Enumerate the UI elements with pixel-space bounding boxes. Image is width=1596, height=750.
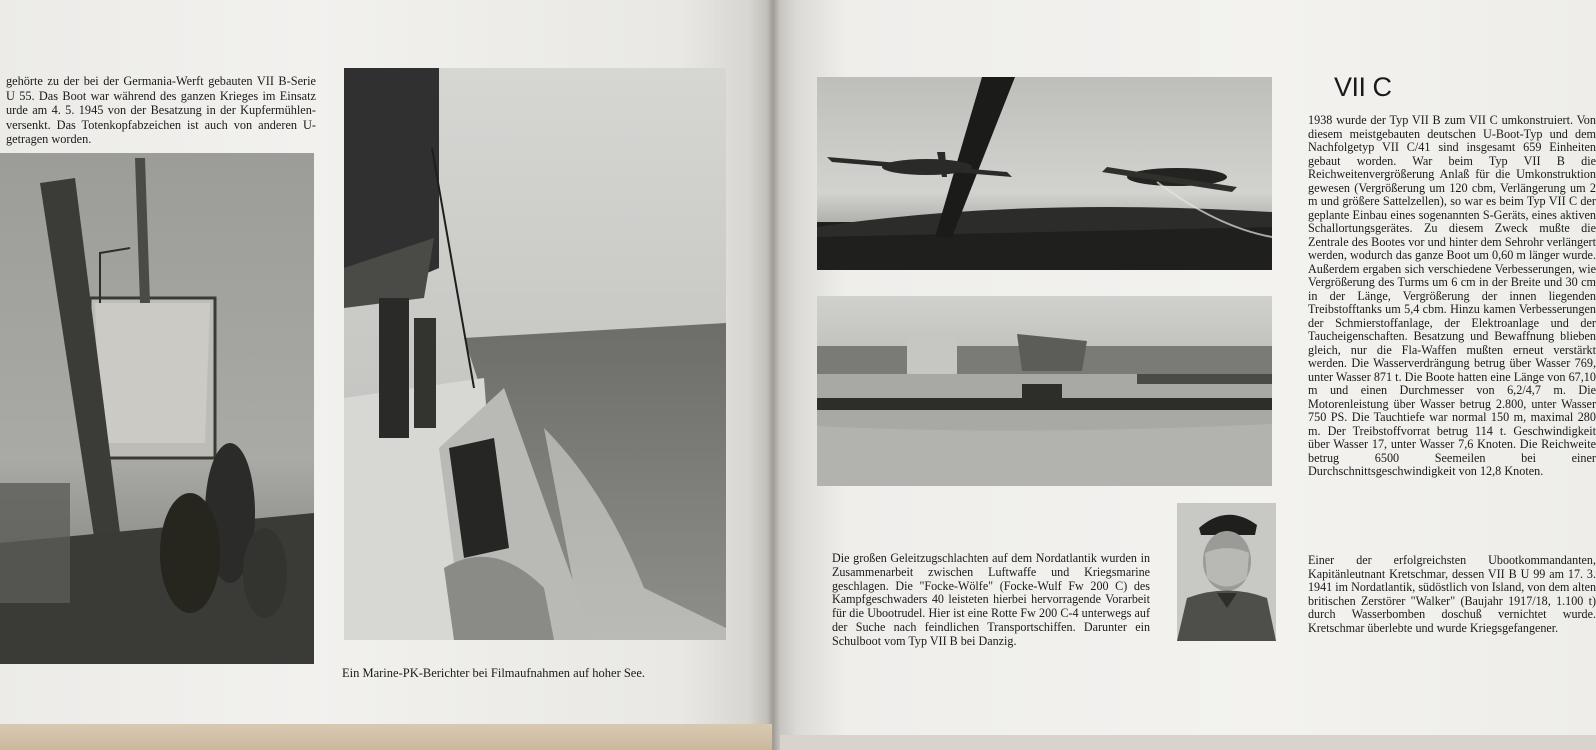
commander-caption: Einer der erfolgreichsten Ubootkommandanten, Kapitänleutnant Kretschmar, dessen VII B U 99 am 17. 3. 1941 im Nordatlantik, südöstlich von Island, von dem alten britischen Zerstörer "Walker" (Baujahr 1917/18, 1.100 t) durch Wasserbomben doschuß vernichtet wurde. Kretschmar überlebte und wurde Kriegsgefangener.: [1308, 553, 1596, 635]
cameraman-on-deck-photo: [344, 68, 726, 640]
intro-paragraph: gehörte zu der bei der Germania-Werft gebauten VII B-Serie U 55. Das Boot war während des ganzen Krieges im Einsatz urde am 4. 5. 1945 von der Besatzung in der Kupfermühlen- versenkt. Das Totenkopfabzeichen ist auch von anderen U- getragen worden.: [6, 74, 316, 146]
section-heading: VII C: [1334, 72, 1392, 102]
aircraft-caption: Die großen Geleitzugschlachten auf dem Nordatlantik wurden in Zusammenarbeit zwischen Luftwaffe und Kriegsmarine geschlagen. Die "Focke-Wölfe" (Focke-Wulf Fw 200 C) des Kampfgeschwaders 40 leisteten hierbei hervorragende Vorarbeit für die Ubootrudel. Hier ist eine Rotte Fw 200 C-4 unterwegs auf der Suche nach feindlichen Transportschiffen. Darunter ein Schulboot vom Typ VII B bei Danzig.: [832, 551, 1150, 648]
u55-conning-tower-photo: [0, 153, 314, 664]
cameraman-photo-image: [344, 68, 726, 640]
harbor-photo-image: [817, 296, 1272, 486]
focke-wulf-pair-photo: [817, 77, 1272, 270]
book-gutter: [766, 0, 780, 750]
aircraft-photo-image: [817, 77, 1272, 270]
u55-photo-image: [0, 153, 314, 664]
page-bottom-edge: [0, 724, 772, 750]
submarine-in-harbor-photo: [817, 296, 1272, 486]
vii-c-main-text: 1938 wurde der Typ VII B zum VII C umkonstruiert. Von diesem meistgebauten deutschen U-Boot-Typ und dem Nachfolgetyp VII C/41 sind insgesamt 659 Einheiten gebaut worden. War beim Typ VII B die Reichweitenvergrößerung Anlaß für die Umkonstruktion gewesen (Vergrößerung um 120 cbm, Verlängerung um 2 m und größere Sattelzellen), so war es beim Typ VII C der geplante Einbau eines sogenannten S-Geräts, eines aktiven Schallortungsgerätes. Zu diesem Zweck mußte die Zentrale des Bootes vor und hinter dem Sehrohr verlängert werden, wodurch das ganze Boot um 0,60 m länger wurde. Außerdem ergaben sich verschiedene Verbesserungen, wie Vergrößerung des Turms um 6 cm in der Breite und 30 cm in der Länge, Vergrößerung der innen liegenden Treibstofftanks um 5,4 cbm. Hinzu kamen Verbesserungen der Schmierstoffanlage, der Elektroanlage und der Taucheigenschaften. Besatzung und Bewaffnung blieben gleich, nur die Fla-Waffen mußten erneut verstärkt werden. Die Wasserverdrängung betrug über Wasser 769, unter Wasser 871 t. Die Boote hatten eine Länge von 67,10 m und einen Durchmesser von 6,2/4,7 m. Die Motorenleistung über Wasser betrug 2.800, unter Wasser 750 PS. Die Tauchtiefe war normal 150 m, maximal 280 m. Der Treibstoffvorrat betrug 114 t. Geschwindigkeit über Wasser 17, unter Wasser 7,6 Knoten. Die Reichweite betrug 6500 Seemeilen bei einer Durchschnittsgeschwindigkeit von 12,8 Knoten.: [1308, 113, 1596, 478]
cameraman-caption: Ein Marine-PK-Berichter bei Filmaufnahmen auf hoher See.: [342, 666, 646, 680]
page-bottom-edge-right: [780, 735, 1596, 750]
portrait-photo-image: [1177, 503, 1276, 641]
kretschmar-portrait-photo: [1177, 503, 1276, 641]
